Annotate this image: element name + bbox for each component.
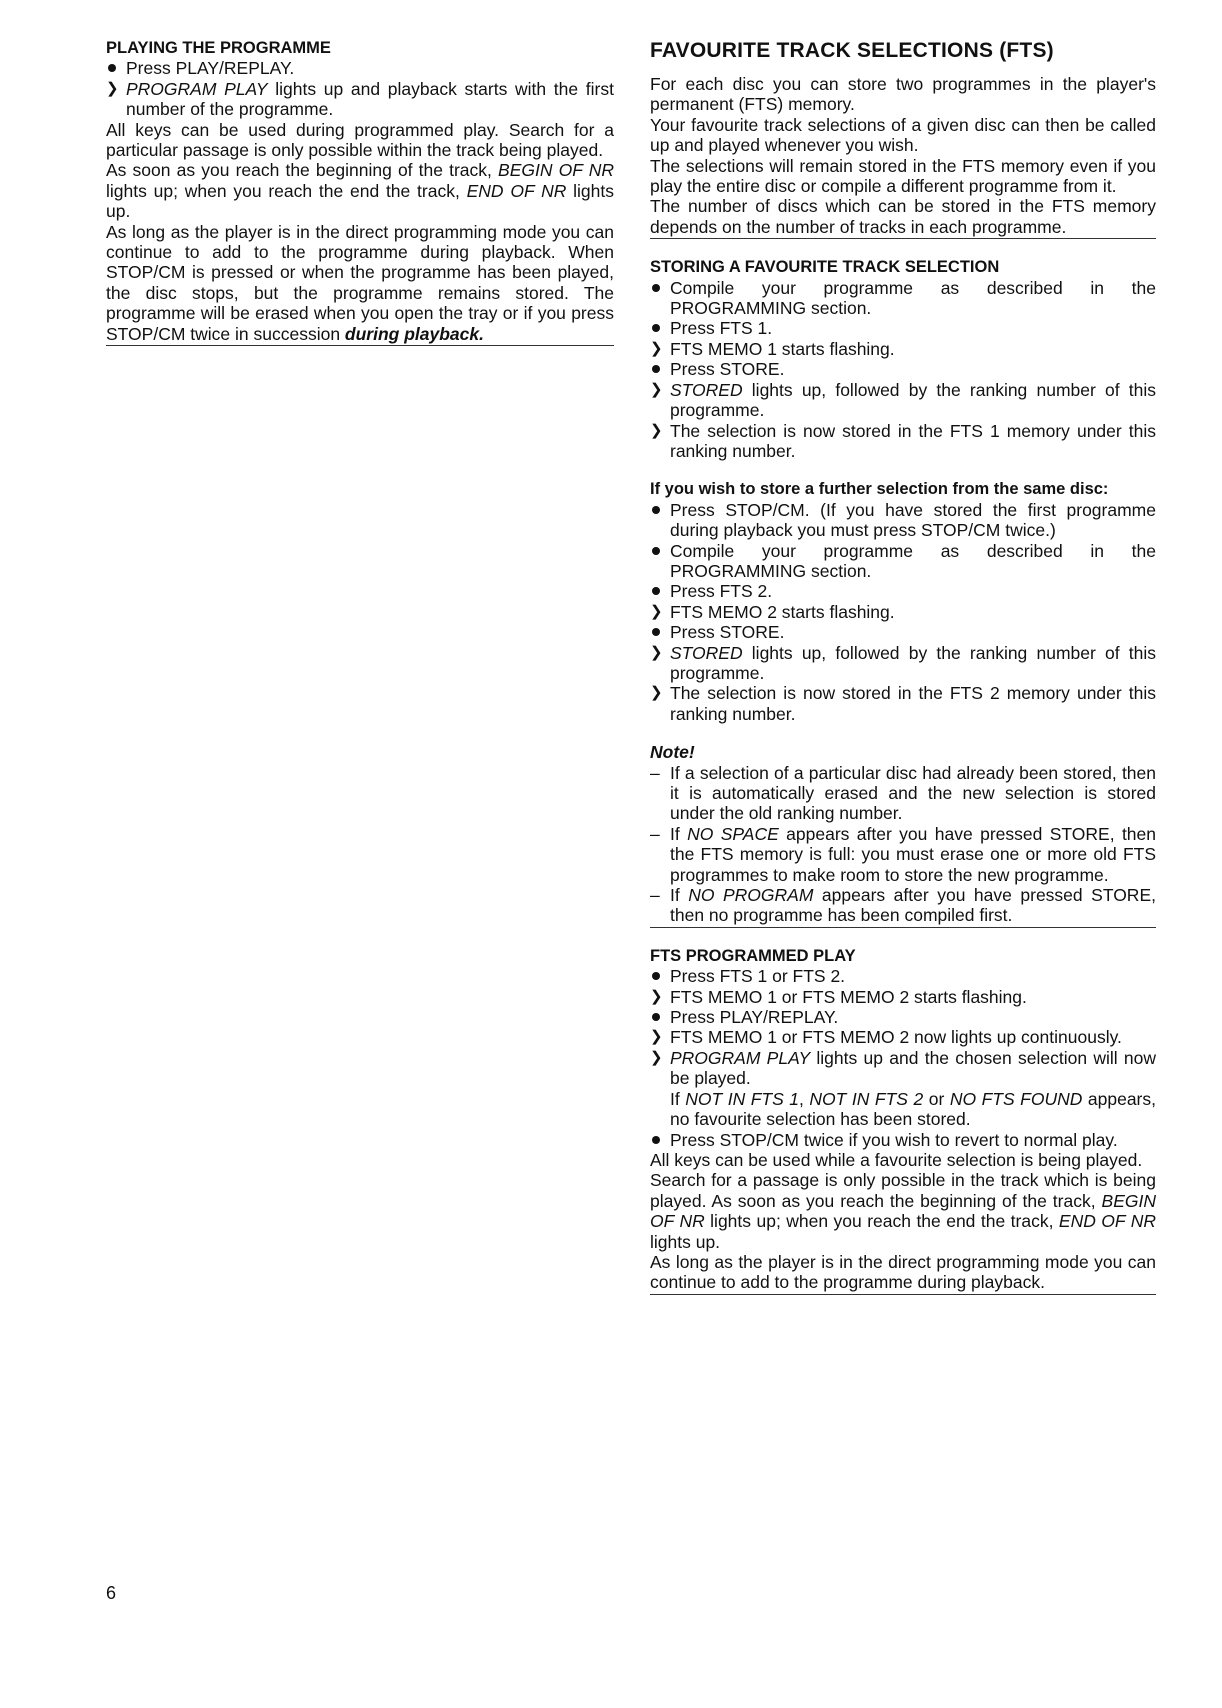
paragraph: Search for a passage is only possible in the track which is being played. As soon as you reach the beginning of the track, BEGIN OF NR lights up; when you reach the end the track, END OF NR lights up. (650, 1170, 1157, 1252)
result-item: ❯ The selection is now stored in the FTS 2 memory under this ranking number. (650, 683, 1156, 724)
section-heading: STORING A FAVOURITE TRACK SELECTION (650, 258, 1000, 277)
section-heading: PLAYING THE PROGRAMME (106, 39, 331, 57)
arrow-icon: ❯ (650, 339, 663, 357)
result-continuation: If NOT IN FTS 1, NOT IN FTS 2 or NO FTS FOUND appears, no favourite selection has been stored. (670, 1088, 1156, 1130)
result-item: ❯ PROGRAM PLAY lights up and the chosen selection will now be played. (650, 1047, 1156, 1089)
bullet-item: Press PLAY/REPLAY. (126, 58, 295, 79)
arrow-icon: ❯ (106, 79, 119, 97)
bullet-item: Press STOP/CM. (If you have stored the first programme during playback you must press STOP/CM twice.) (670, 499, 1156, 541)
note-section (650, 742, 1156, 928)
paragraph: As soon as you reach the beginning of the track, BEGIN OF NR lights up; when you reach the end the track, END OF NR lights up. (106, 160, 615, 222)
paragraph: As long as the player is in the direct programming mode you can continue to add to the programme during playback. (650, 1251, 1156, 1293)
section-heading: FTS PROGRAMMED PLAY (650, 946, 856, 965)
paragraph: As long as the player is in the direct programming mode you can continue to add to the programme during playback. When STOP/CM is pressed or when the programme has been played, the disc stops, but the programme remains stored. The programme will be erased when you open the tray or if you press STOP/CM twice in succession during playback. (106, 221, 614, 344)
dash-icon: – (650, 762, 660, 783)
further-selection-section (650, 479, 1156, 724)
result-item: ❯ FTS MEMO 1 or FTS MEMO 2 starts flashing. (650, 986, 1027, 1007)
arrow-icon: ❯ (650, 643, 663, 661)
paragraph: All keys can be used during programmed play. Search for a particular passage is only possible within the track being played. (106, 119, 614, 161)
arrow-icon: ❯ (650, 421, 663, 439)
paragraph: The number of discs which can be stored in the FTS memory depends on the number of tracks in each programme. (650, 196, 1156, 237)
result-item: ❯ PROGRAM PLAY lights up and playback starts with the first number of the programme. (106, 78, 614, 120)
arrow-icon: ❯ (650, 987, 663, 1005)
note-item: – If NO PROGRAM appears after you have pressed STORE, then no programme has been compiled first. (650, 885, 1156, 926)
bullet-item: Press FTS 1. (670, 318, 773, 339)
arrow-icon: ❯ (650, 1048, 663, 1066)
dash-icon: – (650, 885, 660, 906)
bullet-item: Press FTS 1 or FTS 2. (670, 966, 846, 987)
bullet-item: Press STOP/CM twice if you wish to revert to normal play. (670, 1129, 1118, 1150)
playing-programme-section (106, 38, 614, 346)
fts-intro (650, 74, 1156, 239)
result-item: ❯ FTS MEMO 1 starts flashing. (650, 338, 895, 359)
note-item: – If NO SPACE appears after you have pressed STORE, then the FTS memory is full: you must erase one or more old FTS programmes to make room to store the new programme. (650, 823, 1157, 885)
result-item: ❯ The selection is now stored in the FTS 1 memory under this ranking number. (650, 420, 1156, 461)
note-item: – If a selection of a particular disc had already been stored, then it is automatically erased and the new selection is stored under the old ranking number. (650, 762, 1156, 824)
section-heading: If you wish to store a further selection from the same disc: (650, 480, 1109, 499)
right-column (650, 38, 1156, 1295)
left-column (106, 38, 614, 346)
arrow-icon: ❯ (650, 684, 663, 702)
result-item: ❯ FTS MEMO 1 or FTS MEMO 2 now lights up continuously. (650, 1027, 1122, 1048)
arrow-icon: ❯ (650, 380, 663, 398)
bullet-item: Press STORE. (670, 359, 785, 380)
storing-section (650, 257, 1156, 461)
result-item: ❯ FTS MEMO 2 starts flashing. (650, 601, 895, 622)
bullet-item: Press STORE. (670, 622, 785, 643)
note-heading: Note! (650, 742, 695, 763)
result-item: ❯ STORED lights up, followed by the ranking number of this programme. (650, 379, 1156, 421)
bullet-item: Compile your programme as described in the PROGRAMMING section. (670, 540, 1156, 581)
fts-play-section (650, 946, 1156, 1295)
result-item: ❯ STORED lights up, followed by the ranking number of this programme. (650, 642, 1156, 683)
paragraph: All keys can be used while a favourite selection is being played. (650, 1149, 1143, 1170)
page-number: 6 (106, 1583, 117, 1603)
bullet-item: Press PLAY/REPLAY. (670, 1007, 839, 1028)
arrow-icon: ❯ (650, 602, 663, 620)
paragraph: For each disc you can store two programmes in the player's permanent (FTS) memory. (650, 74, 1156, 115)
arrow-icon: ❯ (650, 1028, 663, 1046)
page-title: FAVOURITE TRACK SELECTIONS (FTS) (650, 39, 1054, 62)
bullet-item: Press FTS 2. (670, 581, 773, 602)
dash-icon: – (650, 823, 660, 844)
bullet-item: Compile your programme as described in the PROGRAMMING section. (670, 277, 1156, 319)
paragraph: The selections will remain stored in the FTS memory even if you play the entire disc or compile a different programme from it. (650, 155, 1156, 197)
paragraph: Your favourite track selections of a given disc can then be called up and played whenever you wish. (650, 114, 1156, 156)
